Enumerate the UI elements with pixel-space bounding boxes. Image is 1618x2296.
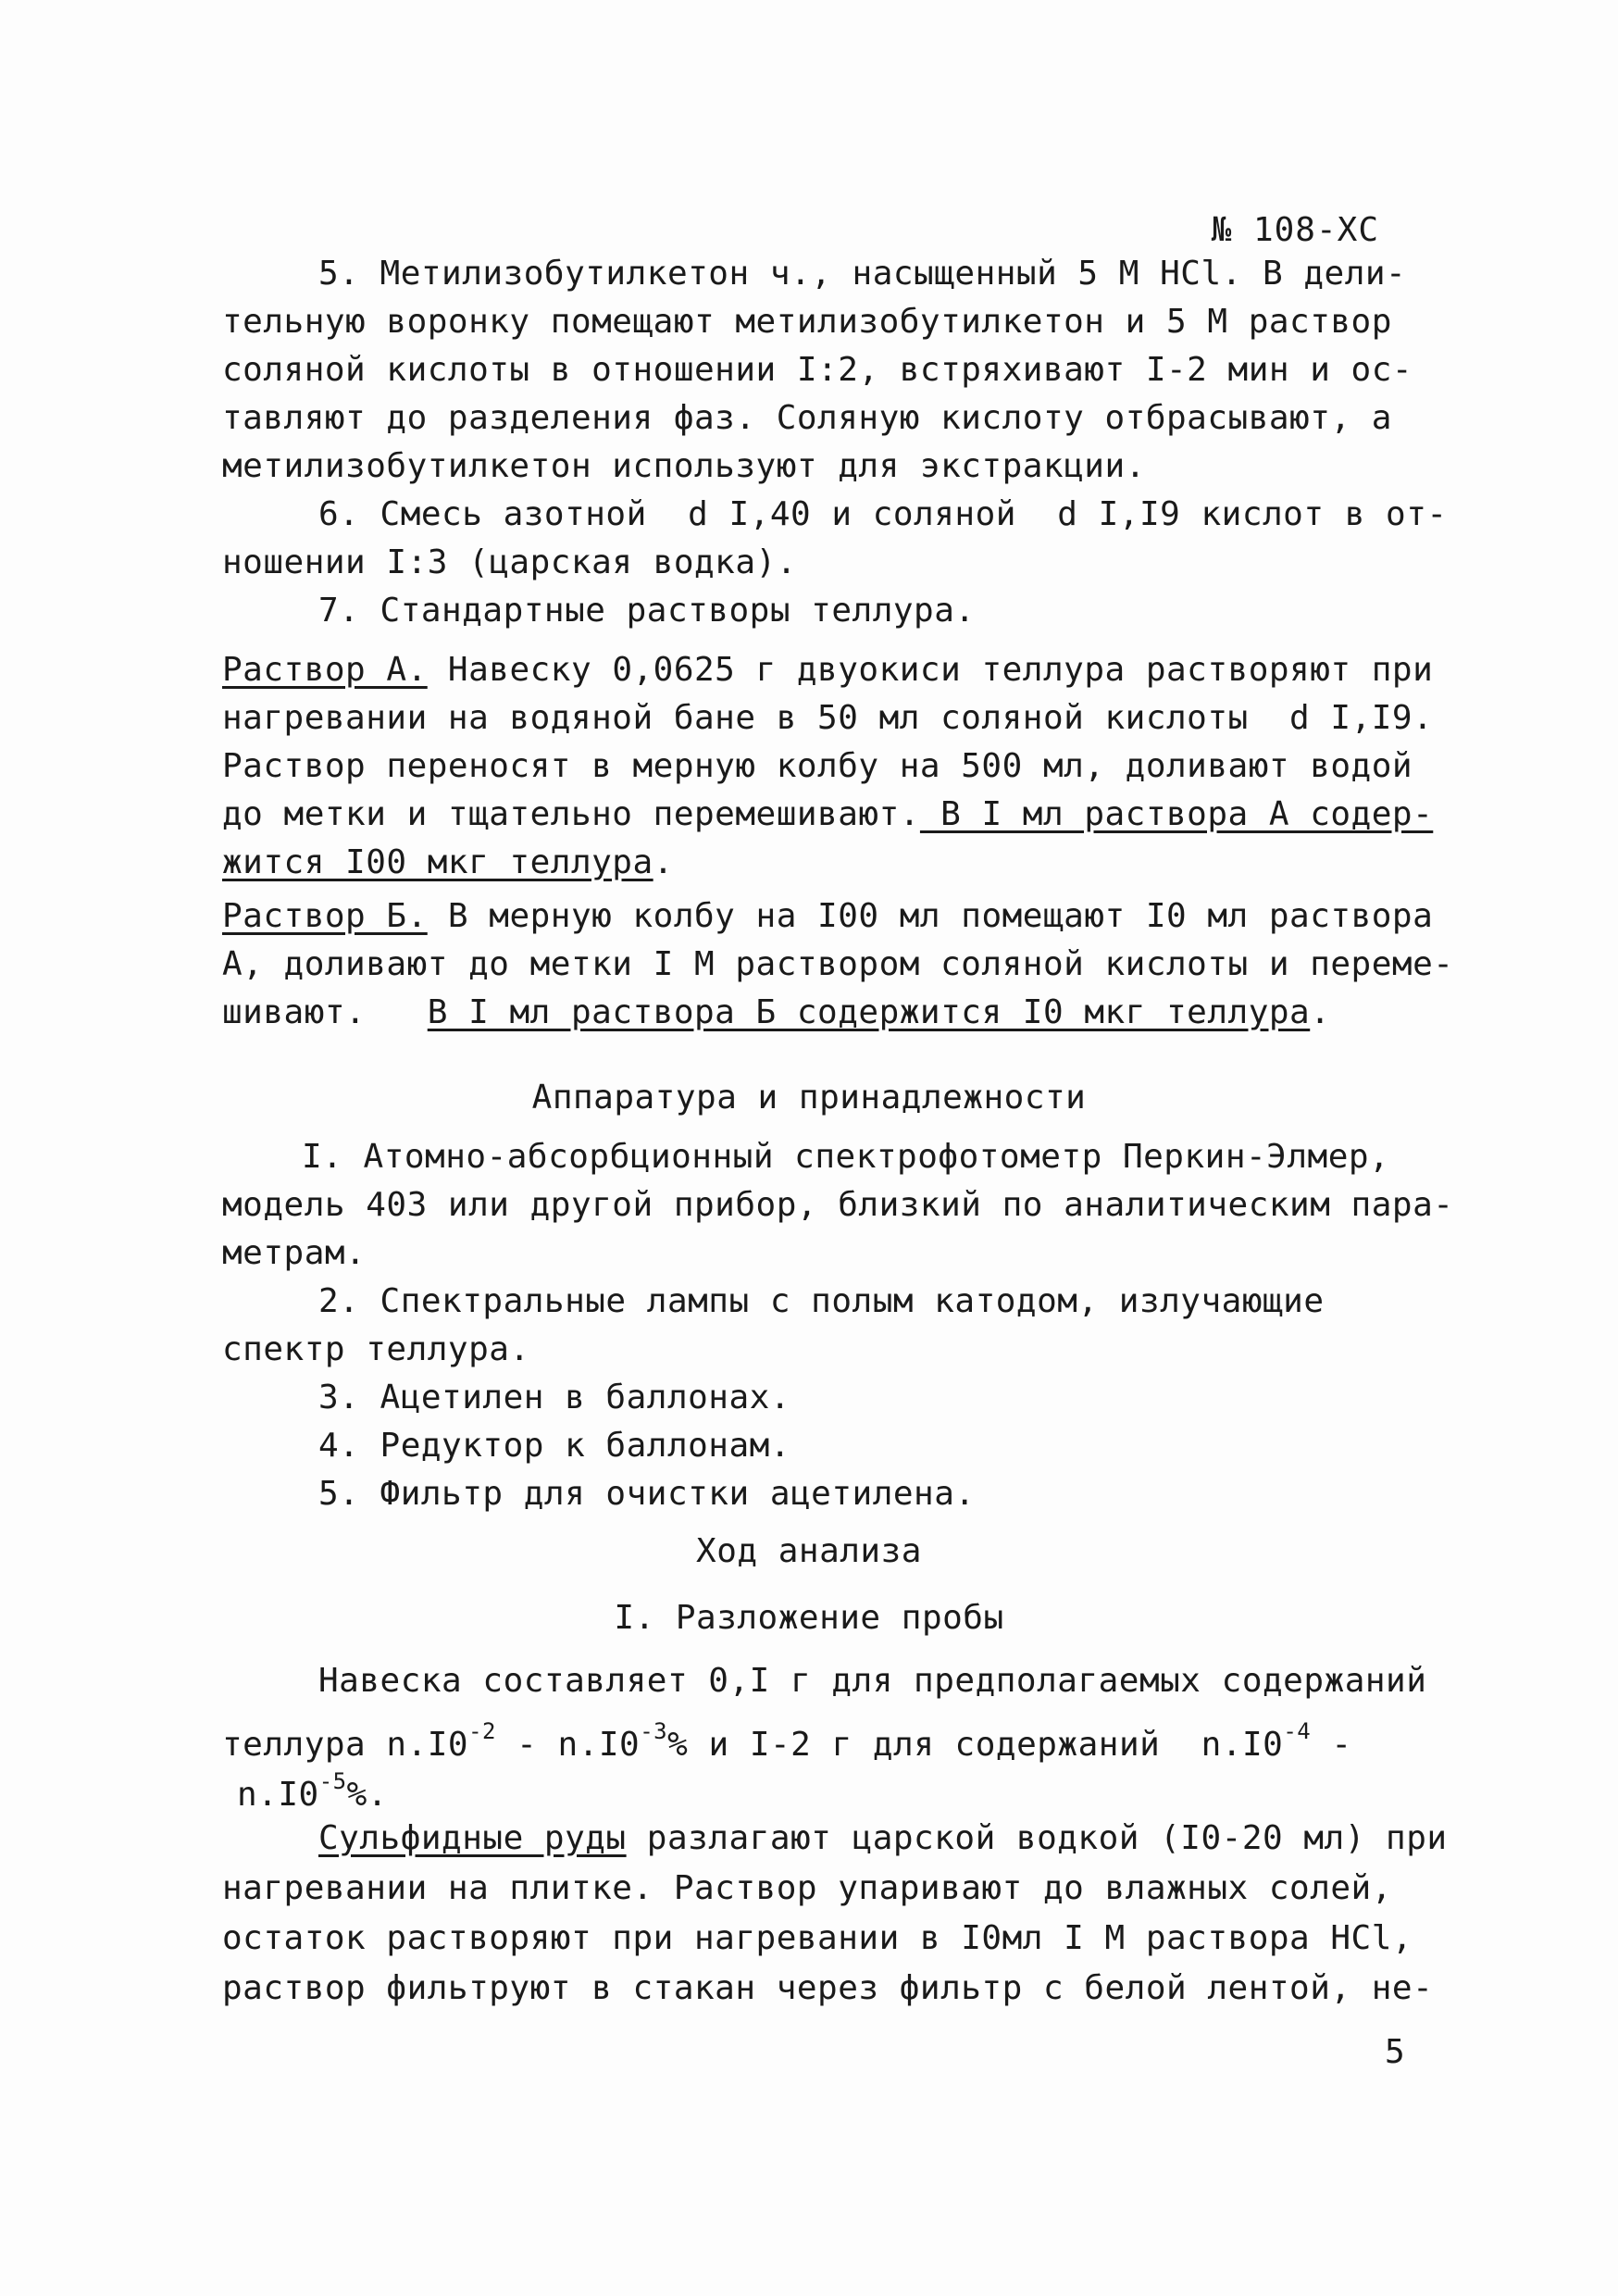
item-5-line-2: тельную воронку помещают метилизобутилкетон и 5 М раствор — [222, 303, 1392, 341]
sulfide-label: Сульфидные руды — [318, 1819, 627, 1857]
apparatus-heading: Аппаратура и принадлежности — [531, 1079, 1087, 1117]
solution-a-line-4: до метки и тщательно перемешивают. В I мл раствора А содер- — [222, 795, 1434, 833]
apparatus-line-6: 3. Ацетилен в баллонах. — [318, 1379, 790, 1416]
item-5-line-5: метилизобутилкетон используют для экстракции. — [222, 447, 1146, 485]
sulfide-line-3: остаток растворяют при нагревании в I0мл I М раствора HCl, — [222, 1919, 1413, 1957]
solution-a-line-1: Раствор А. Навеску 0,0625 г двуокиси теллура растворяют при — [222, 651, 1434, 689]
weight-line-1: Навеска составляет 0,I г для предполагаемых содержаний — [318, 1662, 1427, 1700]
solution-b-line-1: Раствор Б. В мерную колбу на I00 мл помещают I0 мл раствора — [222, 897, 1434, 935]
item-5-line-4: тавляют до разделения фаз. Соляную кислоту отбрасывают, а — [222, 399, 1392, 437]
sulfide-line-4: раствор фильтруют в стакан через фильтр с белой лентой, не- — [222, 1969, 1434, 2007]
sulfide-line-1: Сульфидные руды разлагают царской водкой (I0-20 мл) при — [318, 1819, 1448, 1857]
solution-a-label: Раствор А. — [222, 651, 428, 689]
apparatus-line-7: 4. Редуктор к баллонам. — [318, 1427, 790, 1465]
weight-line-3: $n.I0^{-5}\%$. — [237, 1768, 388, 1814]
document-id: № 108-ХС — [1211, 211, 1379, 249]
apparatus-line-1: I. Атомно-абсорбционный спектрофотометр Перкин-Элмер, — [302, 1138, 1390, 1176]
solution-b-line-2: А, доливают до метки I М раствором соляной кислоты и переме- — [222, 945, 1454, 983]
solution-b-label: Раствор Б. — [222, 897, 428, 935]
analysis-heading: Ход анализа — [696, 1532, 922, 1570]
apparatus-line-5: спектр теллура. — [222, 1330, 530, 1368]
item-7-line: 7. Стандартные растворы теллура. — [318, 592, 976, 630]
apparatus-line-4: 2. Спектральные лампы с полым катодом, излучающие — [318, 1282, 1325, 1320]
item-5-line-1: 5. Метилизобутилкетон ч., насыщенный 5 М HCl. В дели- — [318, 255, 1407, 293]
solution-a-line-5: жится I00 мкг теллура. — [222, 843, 674, 881]
weight-line-2: теллура $n.I0^{-2} - n.I0^{-3}\%$ и I-2 г для содержаний $n.I0^{-4}$ - — [222, 1718, 1352, 1764]
solution-b-line-3: шивают. В I мл раствора Б содержится I0 мкг теллура. — [222, 993, 1331, 1031]
sulfide-line-2: нагревании на плитке. Раствор упаривают до влажных солей, — [222, 1869, 1392, 1907]
item-5-line-3: соляной кислоты в отношении I:2, встряхивают I-2 мин и ос- — [222, 351, 1413, 389]
apparatus-line-2: модель 403 или другой прибор, близкий по аналитическим пара- — [222, 1186, 1454, 1224]
item-6-line-1: 6. Смесь азотной d I,40 и соляной d I,I9 кислот в от- — [318, 495, 1448, 533]
solution-a-line-2: нагревании на водяной бане в 50 мл соляной кислоты d I,I9. — [222, 699, 1434, 737]
solution-a-line-3: Раствор переносят в мерную колбу на 500 мл, доливают водой — [222, 747, 1413, 785]
apparatus-line-3: метрам. — [222, 1234, 367, 1272]
decomposition-heading: I. Разложение пробы — [614, 1599, 1004, 1637]
item-6-line-2: ношении I:3 (царская водка). — [222, 543, 797, 581]
page-number: 5 — [1385, 2033, 1405, 2071]
apparatus-line-8: 5. Фильтр для очистки ацетилена. — [318, 1475, 976, 1513]
